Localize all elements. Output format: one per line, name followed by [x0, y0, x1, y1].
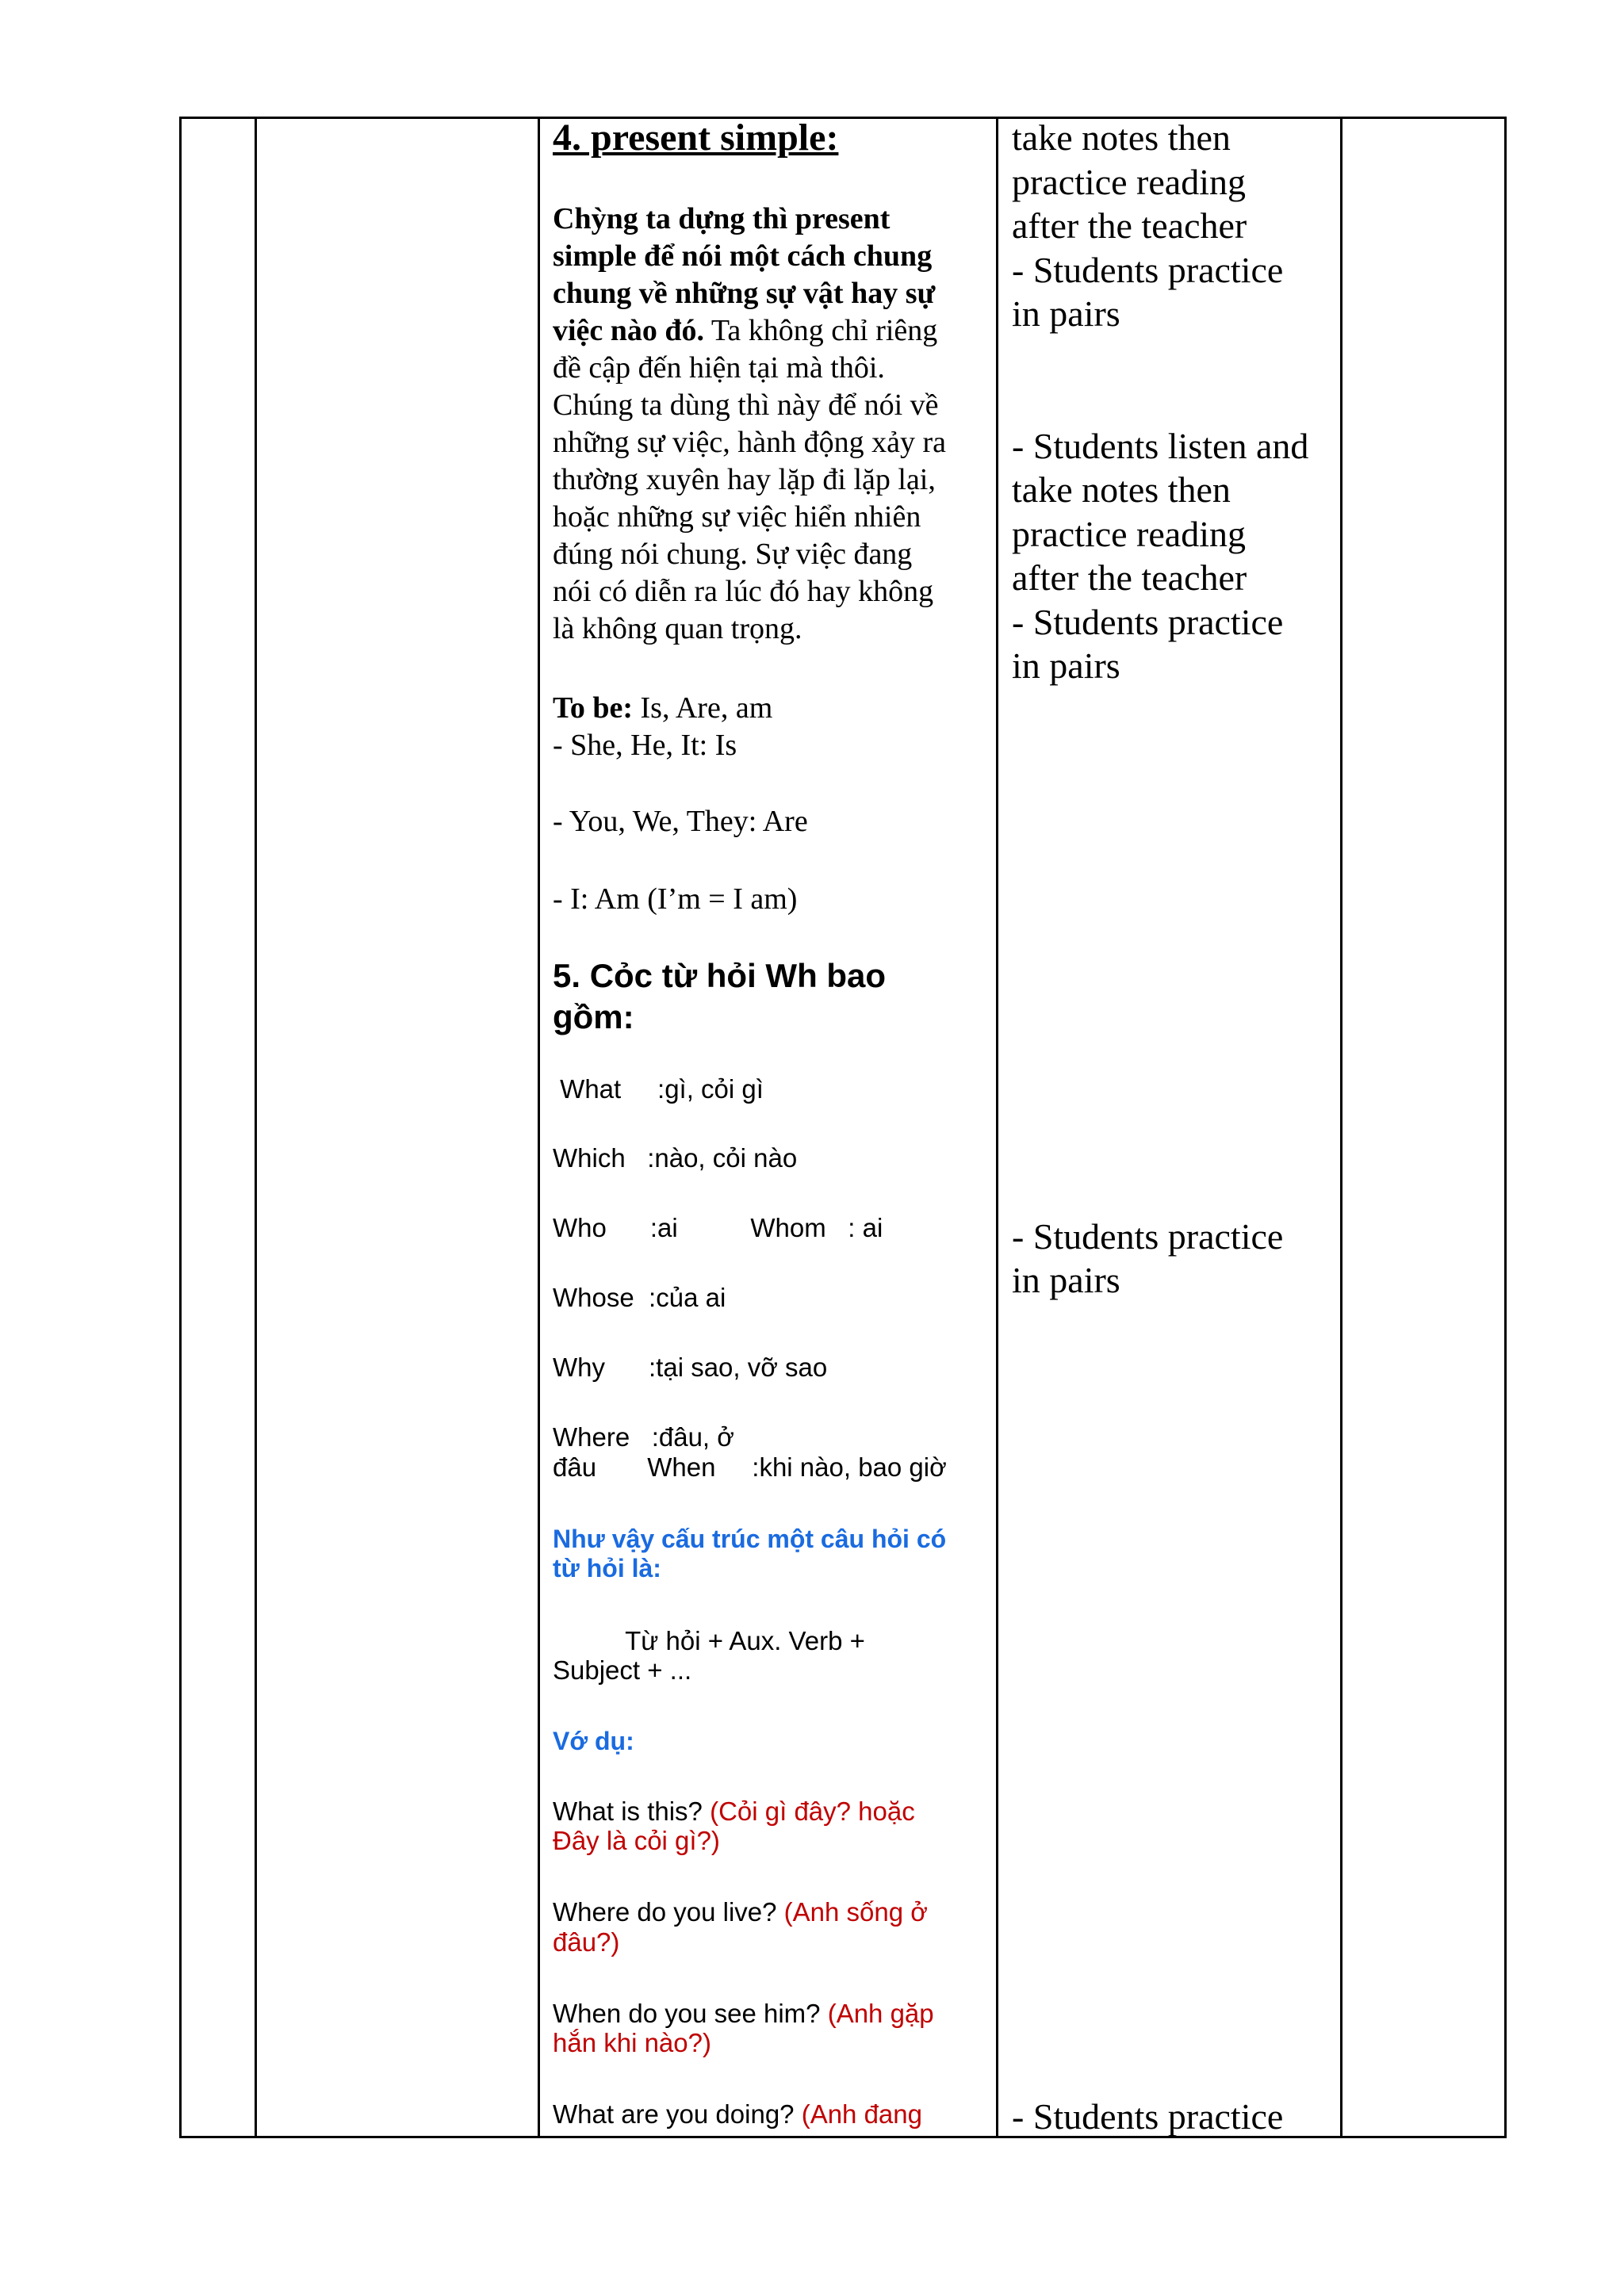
wh-where: Where :đâu, ở — [553, 1422, 734, 1452]
paragraph-line: đúng nói chung. Sự việc đang — [553, 538, 913, 571]
paragraph-line: đề cập đến hiện tại mà thôi. — [553, 351, 885, 385]
structure-intro-cont: từ hỏi là: — [553, 1554, 661, 1582]
paragraph-line: nói có diễn ra lúc đó hay không — [553, 575, 934, 608]
tobe-i: - I: Am (I’m = I am) — [553, 882, 798, 916]
activity-line: - Students practice — [1012, 2096, 1284, 2137]
question-formula: Từ hỏi + Aux. Verb + — [553, 1626, 865, 1655]
paragraph-line: những sự việc, hành động xảy ra — [553, 426, 947, 459]
column-divider-1 — [255, 119, 257, 2136]
activity-line: practice reading — [1012, 514, 1246, 554]
tobe-line — [553, 693, 772, 723]
example-4 — [553, 2101, 922, 2127]
question-formula-cont: Subject + ... — [553, 1655, 692, 1685]
structure-intro: Như vậy cấu trúc một câu hỏi có — [553, 1525, 947, 1553]
example-question: Where do you live? — [553, 1897, 784, 1927]
wh-whose: Whose :của ai — [553, 1283, 726, 1312]
wh-where-when: đâu When :khi nào, bao giờ — [553, 1452, 947, 1482]
paragraph-line: Chỳng ta dựng thì present — [553, 202, 891, 235]
activity-line: after the teacher — [1012, 557, 1247, 598]
wh-what: What :gì, cỏi gì — [553, 1074, 764, 1104]
activity-line: take notes then — [1012, 469, 1231, 510]
activity-line: in pairs — [1012, 645, 1120, 686]
column-divider-2 — [538, 119, 540, 2136]
example-question: What are you doing? — [553, 2099, 802, 2129]
column-divider-4 — [1340, 119, 1342, 2136]
paragraph-line: chung về những sự vật hay sự — [553, 277, 936, 310]
activity-line: - Students practice — [1012, 602, 1284, 642]
example-translation: (Anh đang — [801, 2099, 922, 2129]
activity-line: after the teacher — [1012, 205, 1247, 246]
activity-line: - Students practice — [1012, 1216, 1284, 1257]
example-question: When do you see him? — [553, 1999, 828, 2028]
example-translation: (Anh sống ở — [783, 1897, 928, 1927]
activity-line: in pairs — [1012, 1260, 1120, 1300]
example-2 — [553, 1899, 928, 1925]
example-question: What is this? — [553, 1797, 710, 1826]
activity-line: take notes then — [1012, 117, 1231, 158]
paragraph-line: Chúng ta dùng thì này để nói về — [553, 388, 939, 422]
paragraph-line: simple để nói một cách chung — [553, 239, 933, 273]
section-heading-present-simple: 4. present simple: — [553, 117, 839, 159]
tobe-she: - She, He, It: Is — [553, 729, 737, 762]
example-3 — [553, 2000, 934, 2026]
example-translation: (Anh gặp — [827, 1999, 934, 2028]
paragraph-bold-fragment: việc nào đó. — [553, 314, 705, 347]
wh-who-whom: Who :ai Whom : ai — [553, 1213, 883, 1242]
tobe-you: - You, We, They: Are — [553, 805, 808, 838]
column-divider-3 — [996, 119, 998, 2136]
example-label: Vớ dụ: — [553, 1727, 634, 1755]
example-translation: Đây là cỏi gì?) — [553, 1826, 720, 1855]
activity-line: in pairs — [1012, 293, 1120, 334]
example-translation: đâu?) — [553, 1927, 620, 1957]
activity-line: practice reading — [1012, 162, 1246, 202]
paragraph-line — [553, 316, 937, 346]
paragraph-fragment: Ta không chỉ riêng — [704, 314, 938, 347]
tobe-values: Is, Are, am — [633, 691, 773, 725]
wh-which: Which :nào, cỏi nào — [553, 1143, 798, 1173]
wh-why: Why :tại sao, vỡ sao — [553, 1353, 828, 1382]
paragraph-line: là không quan trọng. — [553, 612, 802, 645]
activity-line: - Students listen and — [1012, 426, 1309, 466]
example-translation: hắn khi nào?) — [553, 2028, 711, 2057]
activity-line: - Students practice — [1012, 250, 1284, 290]
section-heading-wh-words-cont: gồm: — [553, 998, 634, 1035]
paragraph-line: hoặc những sự việc hiển nhiên — [553, 500, 921, 534]
paragraph-line: thường xuyên hay lặp đi lặp lại, — [553, 463, 936, 496]
tobe-label: To be: — [553, 691, 634, 725]
example-1 — [553, 1798, 915, 1824]
section-heading-wh-words: 5. Cỏc từ hỏi Wh bao — [553, 957, 887, 994]
example-translation: (Cỏi gì đây? hoặc — [710, 1797, 915, 1826]
